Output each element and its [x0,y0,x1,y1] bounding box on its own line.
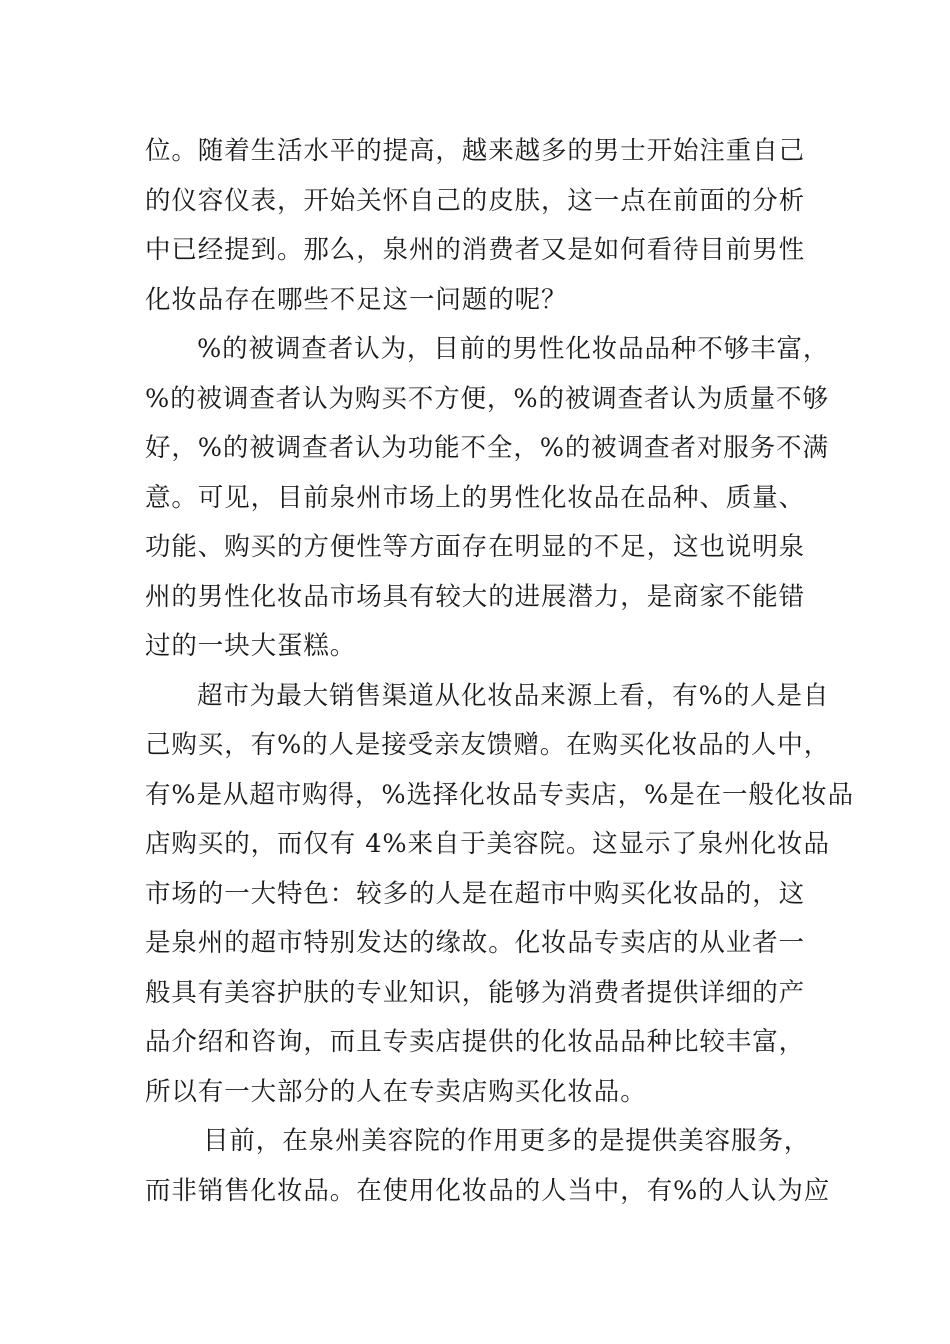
paragraph-line: 是泉州的超市特别发达的缘故。化妆品专卖店的从业者一 [145,928,806,958]
paragraph-line: 市场的一大特色：较多的人是在超市中购买化妆品的，这 [145,878,806,909]
paragraph-first-line: %的被调查者认为，目前的男性化妆品品种不够丰富， [197,334,830,364]
paragraph-line: 位。随着生活水平的提高，越来越多的男士开始注重自己 [145,136,806,166]
paragraph-line: 有%是从超市购得，%选择化妆品专卖店，%是在一般化妆品 [145,779,854,810]
paragraph-first-line: 目前，在泉州美容院的作用更多的是提供美容服务， [203,1126,811,1156]
paragraph-line: 品介绍和咨询，而且专卖店提供的化妆品品种比较丰富， [145,1027,806,1057]
body-text [145,127,854,1216]
paragraph-line: %的被调查者认为购买不方便，%的被调查者认为质量不够 [145,383,829,414]
paragraph-line: 化妆品存在哪些不足这一问题的呢？ [145,284,568,315]
paragraph-line: 的仪容仪表，开始关怀自己的皮肤，这一点在前面的分析 [145,185,806,216]
paragraph-line: 所以有一大部分的人在专卖店购买化妆品。 [145,1076,647,1107]
paragraph-line: 功能、购买的方便性等方面存在明显的不足，这也说明泉 [145,532,806,562]
paragraph-line: 中已经提到。那么，泉州的消费者又是如何看待目前男性 [145,235,806,265]
paragraph-first-line: 超市为最大销售渠道从化妆品来源上看，有%的人是自 [197,680,830,711]
paragraph-line: 而非销售化妆品。在使用化妆品的人当中，有%的人认为应 [145,1175,831,1206]
paragraph-line: 意。可见，目前泉州市场上的男性化妆品在品种、质量、 [145,482,806,513]
paragraph-line: 过的一块大蛋糕。 [145,631,357,661]
paragraph-line: 好，%的被调查者认为功能不全，%的被调查者对服务不满 [145,433,829,463]
paragraph-line: 州的男性化妆品市场具有较大的进展潜力，是商家不能错 [145,581,806,612]
paragraph-line: 般具有美容护肤的专业知识，能够为消费者提供详细的产 [145,977,806,1008]
paragraph-line: 己购买，有%的人是接受亲友馈赠。在购买化妆品的人中， [145,730,831,760]
paragraph-line: 店购买的，而仅有 4%来自于美容院。这显示了泉州化妆品 [145,829,830,859]
